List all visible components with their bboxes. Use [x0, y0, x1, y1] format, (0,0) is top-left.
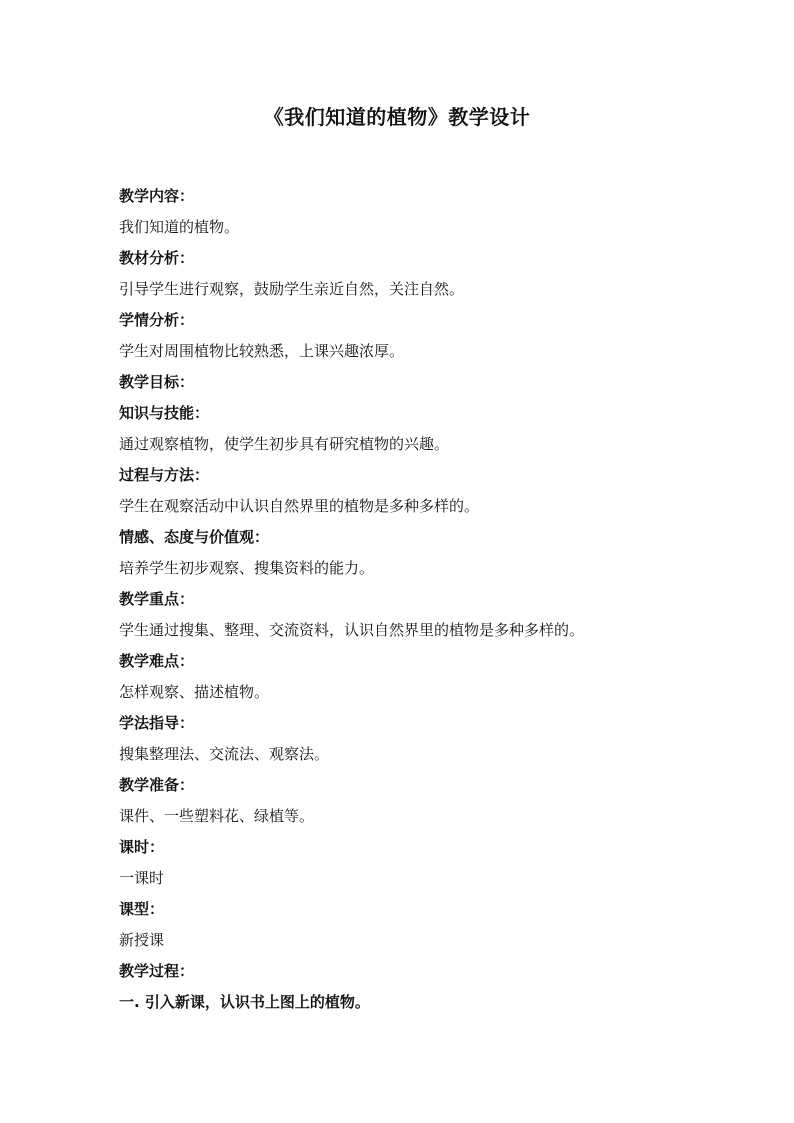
- body-line: 搜集整理法、交流法、观察法。: [119, 745, 330, 763]
- body-line: 通过观察植物，使学生初步具有研究植物的兴趣。: [119, 435, 450, 453]
- body-line: 新授课: [119, 931, 165, 949]
- body-line: 学生通过搜集、整理、交流资料，认识自然界里的植物是多种多样的。: [119, 621, 585, 639]
- body-line: 过程与方法：: [119, 466, 210, 484]
- body-line: 教材分析：: [119, 249, 195, 267]
- body-line: 引导学生进行观察，鼓励学生亲近自然，关注自然。: [119, 280, 465, 298]
- body-line: 教学目标：: [119, 373, 195, 391]
- body-line: 课时：: [119, 838, 165, 856]
- body-line: 课型：: [119, 900, 165, 918]
- body-line: 一课时: [119, 869, 165, 887]
- body-line: 培养学生初步观察、搜集资料的能力。: [119, 559, 375, 577]
- body-line: 情感、态度与价值观：: [119, 528, 270, 546]
- body-line: 教学准备：: [119, 776, 195, 794]
- body-line: 学生对周围植物比较熟悉，上课兴趣浓厚。: [119, 342, 405, 360]
- document-title: 《我们知道的植物》教学设计: [263, 105, 531, 129]
- body-line: 学情分析：: [119, 311, 195, 329]
- body-line: 一. 引入新课，认识书上图上的植物。: [119, 993, 370, 1011]
- body-line: 课件、一些塑料花、绿植等。: [119, 807, 315, 825]
- body-line: 教学内容：: [119, 187, 195, 205]
- body-line: 怎样观察、描述植物。: [119, 683, 270, 701]
- body-line: 我们知道的植物。: [119, 218, 240, 236]
- body-line: 教学难点：: [119, 652, 195, 670]
- body-line: 学生在观察活动中认识自然界里的植物是多种多样的。: [119, 497, 480, 515]
- body-line: 教学过程：: [119, 962, 195, 980]
- document-body: [119, 181, 739, 1018]
- body-line: 知识与技能：: [119, 404, 210, 422]
- body-line: 学法指导：: [119, 714, 195, 732]
- body-line: 教学重点：: [119, 590, 195, 608]
